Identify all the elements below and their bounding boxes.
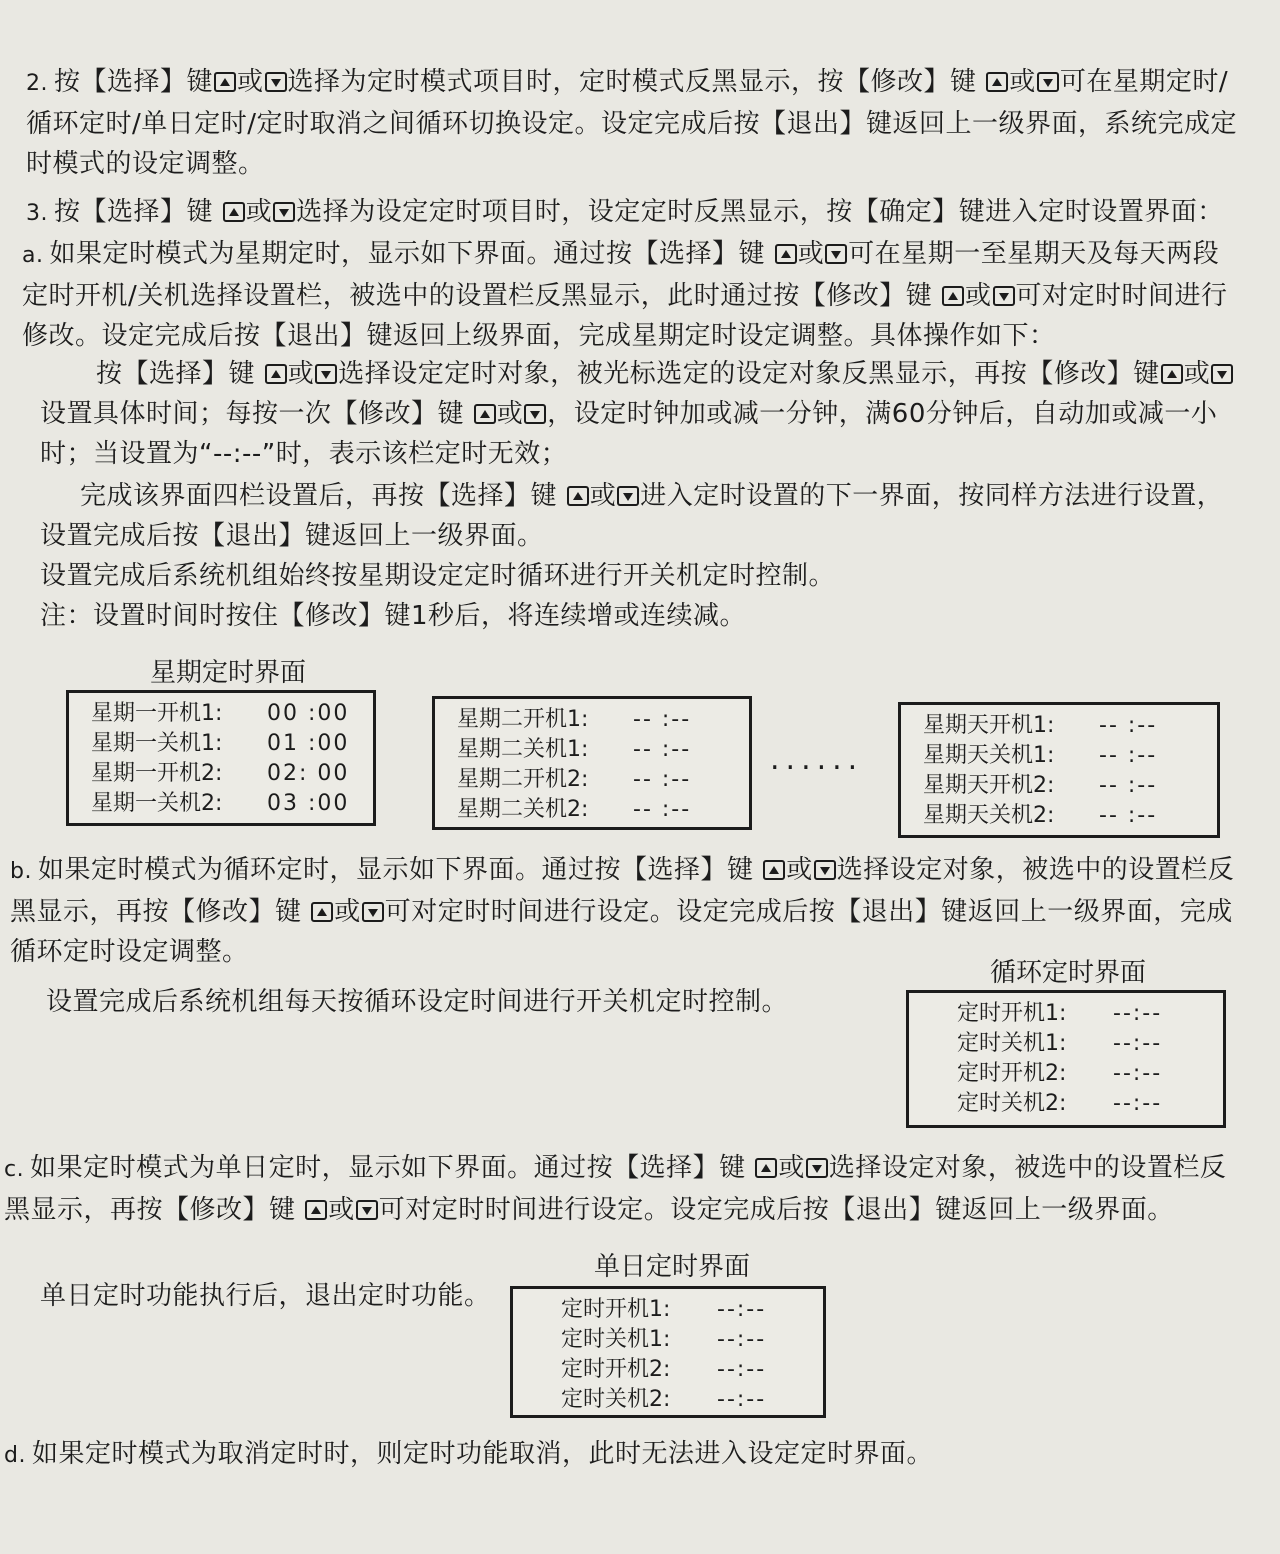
timer-value: 02: 00 bbox=[267, 761, 350, 786]
timer-value: --:-- bbox=[1113, 1001, 1163, 1026]
cycle-timer-caption: 循环定时界面 bbox=[990, 958, 1147, 988]
timer-label: 星期二关机1: bbox=[457, 737, 589, 762]
section-d-paragraph: d. 如果定时模式为取消定时时，则定时功能取消，此时无法进入设定定时界面。 bbox=[4, 1439, 933, 1469]
down-arrow-key-icon bbox=[617, 486, 639, 506]
step-3-paragraph: 3. 按【选择】键 或 选择为设定定时项目时，设定定时反黑显示，按【确定】键进入定时设置界面： bbox=[26, 197, 1224, 227]
timer-row bbox=[957, 1089, 1223, 1119]
timer-label: 星期二开机1: bbox=[457, 707, 589, 732]
timer-row bbox=[457, 735, 749, 765]
up-arrow-key-icon bbox=[775, 244, 797, 264]
section-c-paragraph: c. 如果定时模式为单日定时，显示如下界面。通过按【选择】键 或 选择设定对象，被选中的设置栏反黑显示，再按【修改】键 或 可对定时时间进行设定。设定完成后按【退出】键返回上一级界面。 bbox=[4, 1153, 1227, 1225]
timer-value: -- :-- bbox=[633, 707, 692, 732]
down-arrow-key-icon bbox=[356, 1200, 378, 1220]
timer-label: 星期一开机2: bbox=[91, 761, 223, 786]
timer-row bbox=[957, 1029, 1223, 1059]
timer-value: 00 :00 bbox=[267, 701, 350, 726]
up-arrow-key-icon bbox=[223, 202, 245, 222]
timer-row bbox=[457, 795, 749, 825]
timer-row bbox=[91, 789, 373, 819]
up-arrow-key-icon bbox=[567, 486, 589, 506]
timer-label: 星期天关机2: bbox=[923, 803, 1055, 828]
timer-value: --:-- bbox=[717, 1327, 767, 1352]
timer-row bbox=[561, 1325, 823, 1355]
timer-row bbox=[923, 801, 1217, 831]
timer-value: -- :-- bbox=[1099, 713, 1158, 738]
section-a-operation-paragraph: 按【选择】键 或 选择设定定时对象，被光标选定的设定对象反黑显示，再按【修改】键 或设置具体时间；每按一次【修改】键 或 ，设定时钟加或减一分钟，满60分钟后，自动加或减一小时；当设置为“--:--”时，表示该栏定时无效； bbox=[40, 354, 1245, 474]
timer-row bbox=[923, 741, 1217, 771]
timer-row bbox=[457, 765, 749, 795]
timer-row bbox=[561, 1295, 823, 1325]
section-marker: d. bbox=[4, 1443, 26, 1468]
timer-value: -- :-- bbox=[633, 797, 692, 822]
timer-label: 定时开机1: bbox=[561, 1297, 671, 1322]
weekly-screen-tuesday bbox=[432, 696, 752, 830]
timer-value: --:-- bbox=[717, 1297, 767, 1322]
section-a-summary: 设置完成后系统机组始终按星期设定定时循环进行开关机定时控制。 bbox=[40, 561, 836, 591]
down-arrow-key-icon bbox=[1037, 72, 1059, 92]
single-day-timer-screen bbox=[510, 1286, 826, 1418]
timer-row bbox=[561, 1355, 823, 1385]
timer-label: 定时关机2: bbox=[561, 1387, 671, 1412]
timer-value: --:-- bbox=[717, 1387, 767, 1412]
section-marker: a. bbox=[22, 243, 44, 268]
timer-value: --:-- bbox=[1113, 1031, 1163, 1056]
up-arrow-key-icon bbox=[755, 1158, 777, 1178]
timer-label: 定时开机2: bbox=[561, 1357, 671, 1382]
down-arrow-key-icon bbox=[315, 364, 337, 384]
weekly-screen-monday bbox=[66, 690, 376, 826]
down-arrow-key-icon bbox=[806, 1158, 828, 1178]
section-a-next-screen-paragraph: 完成该界面四栏设置后，再按【选择】键 或 进入定时设置的下一界面，按同样方法进行设置，设置完成后按【退出】键返回上一级界面。 bbox=[40, 481, 1224, 551]
up-arrow-key-icon bbox=[265, 364, 287, 384]
down-arrow-key-icon bbox=[362, 902, 384, 922]
step-marker: 2. bbox=[26, 71, 48, 96]
down-arrow-key-icon bbox=[524, 404, 546, 424]
timer-label: 星期一开机1: bbox=[91, 701, 223, 726]
timer-label: 星期天关机1: bbox=[923, 743, 1055, 768]
timer-row bbox=[561, 1385, 823, 1415]
timer-row bbox=[923, 771, 1217, 801]
up-arrow-key-icon bbox=[942, 286, 964, 306]
up-arrow-key-icon bbox=[214, 72, 236, 92]
timer-row bbox=[923, 711, 1217, 741]
timer-label: 星期天开机2: bbox=[923, 773, 1055, 798]
timer-label: 定时关机2: bbox=[957, 1091, 1067, 1116]
up-arrow-key-icon bbox=[1161, 364, 1183, 384]
timer-value: 01 :00 bbox=[267, 731, 350, 756]
section-a-note: 注：设置时间时按住【修改】键1秒后，将连续增或连续减。 bbox=[40, 601, 747, 631]
timer-row bbox=[957, 1059, 1223, 1089]
weekly-timer-caption: 星期定时界面 bbox=[150, 658, 307, 688]
timer-value: -- :-- bbox=[1099, 803, 1158, 828]
up-arrow-key-icon bbox=[474, 404, 496, 424]
down-arrow-key-icon bbox=[825, 244, 847, 264]
timer-row bbox=[91, 699, 373, 729]
timer-value: -- :-- bbox=[633, 737, 692, 762]
timer-value: -- :-- bbox=[633, 767, 692, 792]
timer-value: --:-- bbox=[1113, 1091, 1163, 1116]
timer-value: -- :-- bbox=[1099, 773, 1158, 798]
timer-value: 03 :00 bbox=[267, 791, 350, 816]
timer-label: 定时开机2: bbox=[957, 1061, 1067, 1086]
down-arrow-key-icon bbox=[993, 286, 1015, 306]
down-arrow-key-icon bbox=[273, 202, 295, 222]
down-arrow-key-icon bbox=[1211, 364, 1233, 384]
timer-row bbox=[457, 705, 749, 735]
timer-value: --:-- bbox=[717, 1357, 767, 1382]
ellipsis: ...... bbox=[770, 742, 864, 777]
section-b-paragraph: b. 如果定时模式为循环定时，显示如下界面。通过按【选择】键 或 选择设定对象，被选中的设置栏反黑显示，再按【修改】键 或 可对定时时间进行设定。设定完成后按【退出】键返回上一级界面，完成循环定时设定调整。 bbox=[10, 855, 1235, 967]
down-arrow-key-icon bbox=[814, 860, 836, 880]
down-arrow-key-icon bbox=[265, 72, 287, 92]
timer-row bbox=[957, 999, 1223, 1029]
section-marker: c. bbox=[4, 1157, 25, 1182]
weekly-screen-sunday bbox=[898, 702, 1220, 838]
timer-label: 星期二开机2: bbox=[457, 767, 589, 792]
timer-row bbox=[91, 729, 373, 759]
section-c-note: 单日定时功能执行后，退出定时功能。 bbox=[40, 1281, 491, 1311]
up-arrow-key-icon bbox=[986, 72, 1008, 92]
up-arrow-key-icon bbox=[763, 860, 785, 880]
timer-label: 星期一关机1: bbox=[91, 731, 223, 756]
section-b-note: 设置完成后系统机组每天按循环设定时间进行开关机定时控制。 bbox=[46, 987, 789, 1017]
timer-value: -- :-- bbox=[1099, 743, 1158, 768]
step-2-paragraph: 2. 按【选择】键 或 选择为定时模式项目时，定时模式反黑显示，按【修改】键 或 可在星期定时/循环定时/单日定时/定时取消之间循环切换设定。设定完成后按【退出】键返回上一级界面，系统完成定时模式的设定调整。 bbox=[26, 67, 1238, 179]
timer-label: 定时关机1: bbox=[561, 1327, 671, 1352]
cycle-timer-screen bbox=[906, 990, 1226, 1128]
timer-label: 定时关机1: bbox=[957, 1031, 1067, 1056]
up-arrow-key-icon bbox=[311, 902, 333, 922]
timer-label: 星期一关机2: bbox=[91, 791, 223, 816]
timer-label: 星期二关机2: bbox=[457, 797, 589, 822]
timer-row bbox=[91, 759, 373, 789]
timer-label: 星期天开机1: bbox=[923, 713, 1055, 738]
section-a-paragraph: a. 如果定时模式为星期定时，显示如下界面。通过按【选择】键 或 可在星期一至星期天及每天两段定时开机/关机选择设置栏，被选中的设置栏反黑显示，此时通过按【修改】键 或 可对定时时间进行修改。设定完成后按【退出】键返回上级界面，完成星期定时设定调整。具体操作如下： bbox=[22, 239, 1228, 351]
section-marker: b. bbox=[10, 859, 32, 884]
step-marker: 3. bbox=[26, 201, 48, 226]
timer-value: --:-- bbox=[1113, 1061, 1163, 1086]
timer-label: 定时开机1: bbox=[957, 1001, 1067, 1026]
single-day-timer-caption: 单日定时界面 bbox=[594, 1252, 751, 1282]
up-arrow-key-icon bbox=[305, 1200, 327, 1220]
